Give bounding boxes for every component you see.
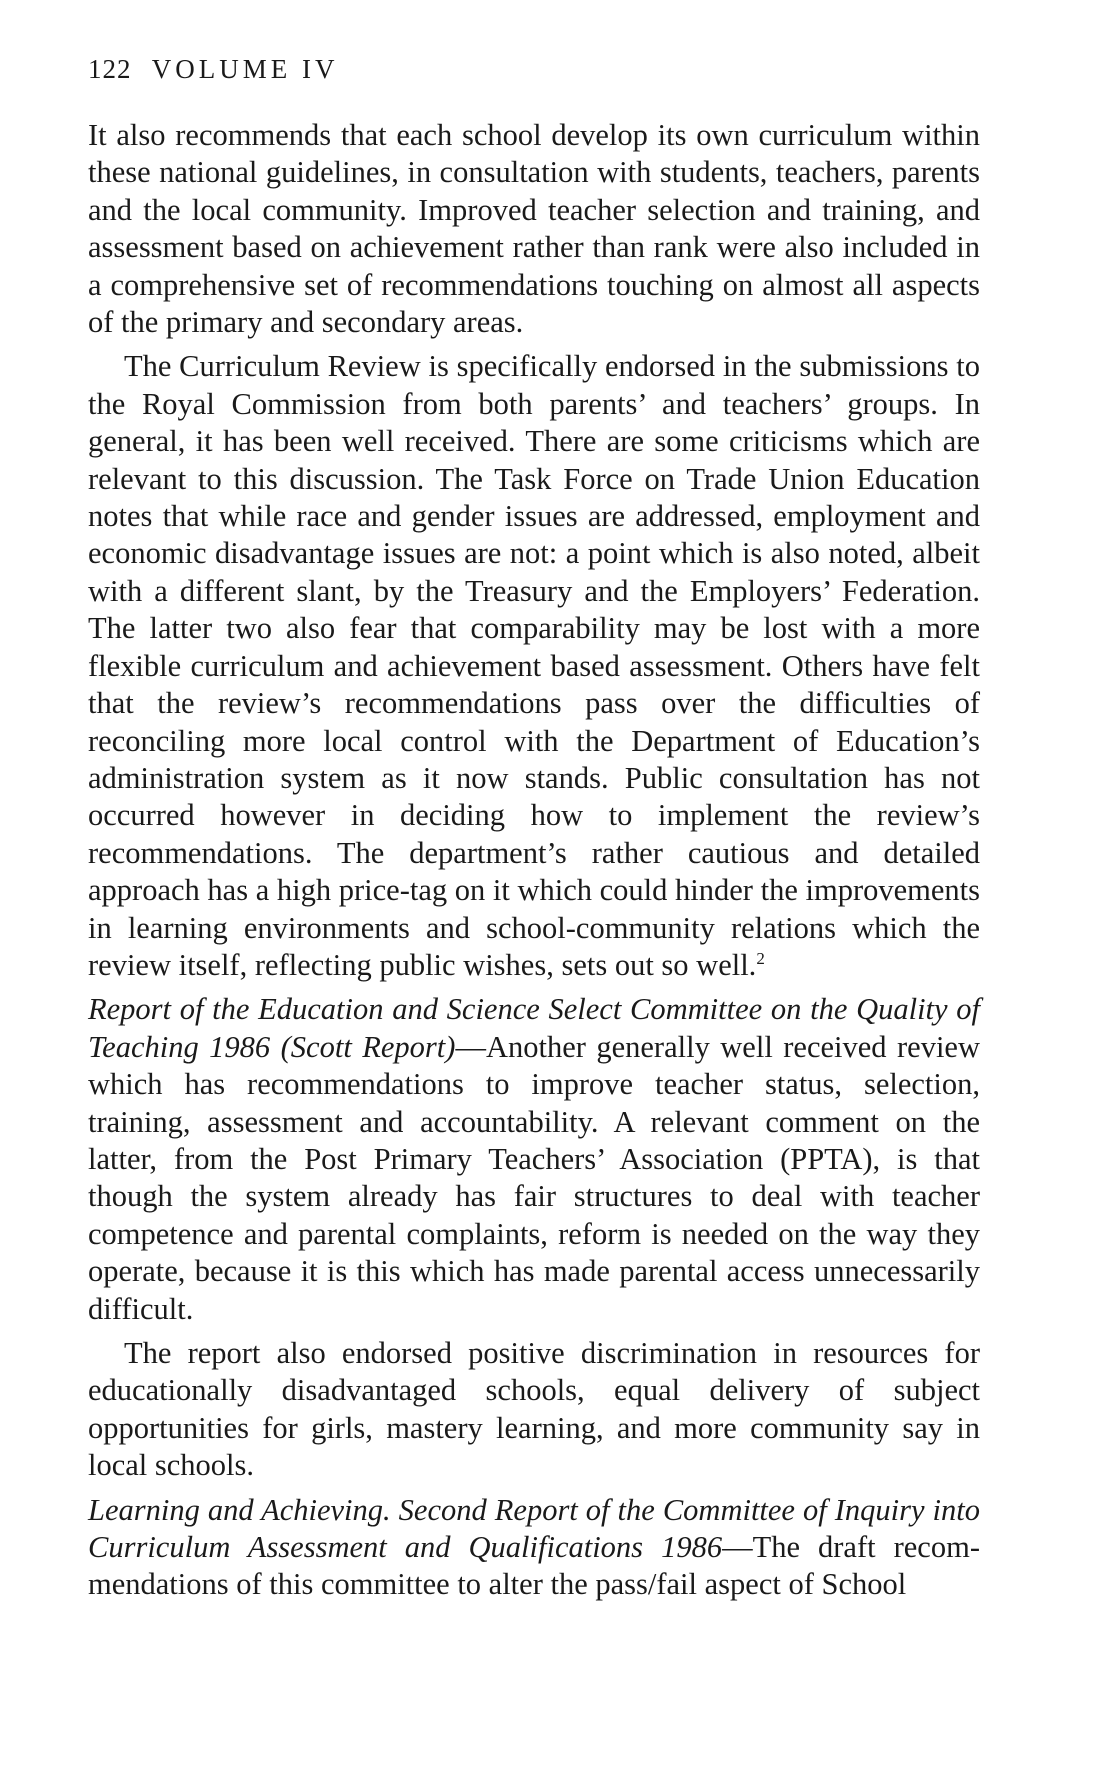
paragraph-text: It also recommends that each school develop its own curriculum within these national guidelines, in consultation with students, teachers, parents and the local community. Improved teacher selection and training, and assessment based on achievement rather than rank were also included in a comprehensive set of recommendations touching on almost all aspects of the primary and secondary areas. — [88, 118, 980, 340]
paragraph-text: —The draft recommendations of this committee to alter the pass/fail aspect of School — [88, 1530, 980, 1602]
paragraph-curriculum-recommendations — [88, 117, 980, 341]
paragraph-text: The report also endorsed positive discrimination in resources for educationally disadvantaged schools, equal delivery of subject opportunities for girls, mastery learning, and more community say in local schools. — [88, 1336, 980, 1483]
paragraph-learning-and-achieving — [88, 1492, 980, 1604]
paragraph-report-endorsements — [88, 1335, 980, 1485]
page-number: 122 — [88, 54, 132, 84]
report-title: Report of the Education and Science Select Committee on the Quality of Teaching 1986 (Scott Report) — [88, 992, 980, 1064]
footnote-ref: 2 — [756, 948, 765, 968]
section-title: VOLUME IV — [151, 54, 339, 84]
paragraph-text: The Curriculum Review is specifically endorsed in the submissions to the Royal Commission from both parents’ and teachers’ groups. In general, it has been well received. There are some criticisms which are relevant to this discussion. The Task Force on Trade Union Education notes that while race and gender issues are addressed, employment and economic disadvantage issues are not: a point which is also noted, albeit with a different slant, by the Treasury and the Employers’ Federation. The latter two also fear that comparability may be lost with a more flexible curriculum and achievement based assessment. Others have felt that the review’s recommendations pass over the difficulties of reconciling more local control with the Department of Education’s administration system as it now stands. Public consultation has not occurred however in deciding how to implement the review’s recommendations. The department’s rather cautious and detailed approach has a high price-tag on it which could hinder the improvements in learning environments and school-community relations which the review itself, reflecting public wishes, sets out so well. — [88, 349, 980, 982]
paragraph-text: —Another generally well received review which has recommendations to improve teacher status, selection, training, assessment and accountability. A relevant comment on the latter, from the Post Primary Teachers’ Association (PPTA), is that though the system already has fair structures to deal with teacher competence and parental complaints, reform is needed on the way they operate, because it is this which has made parental access unnecessarily difficult. — [88, 1029, 980, 1326]
book-page — [88, 56, 980, 1604]
report-title: Learning and Achieving. Second Report of the Committee of Inquiry into Curriculum Assessment and Qualifications 1986 — [88, 1492, 980, 1565]
running-head — [88, 56, 980, 83]
paragraph-curriculum-review — [88, 348, 980, 984]
paragraph-scott-report — [88, 991, 980, 1328]
